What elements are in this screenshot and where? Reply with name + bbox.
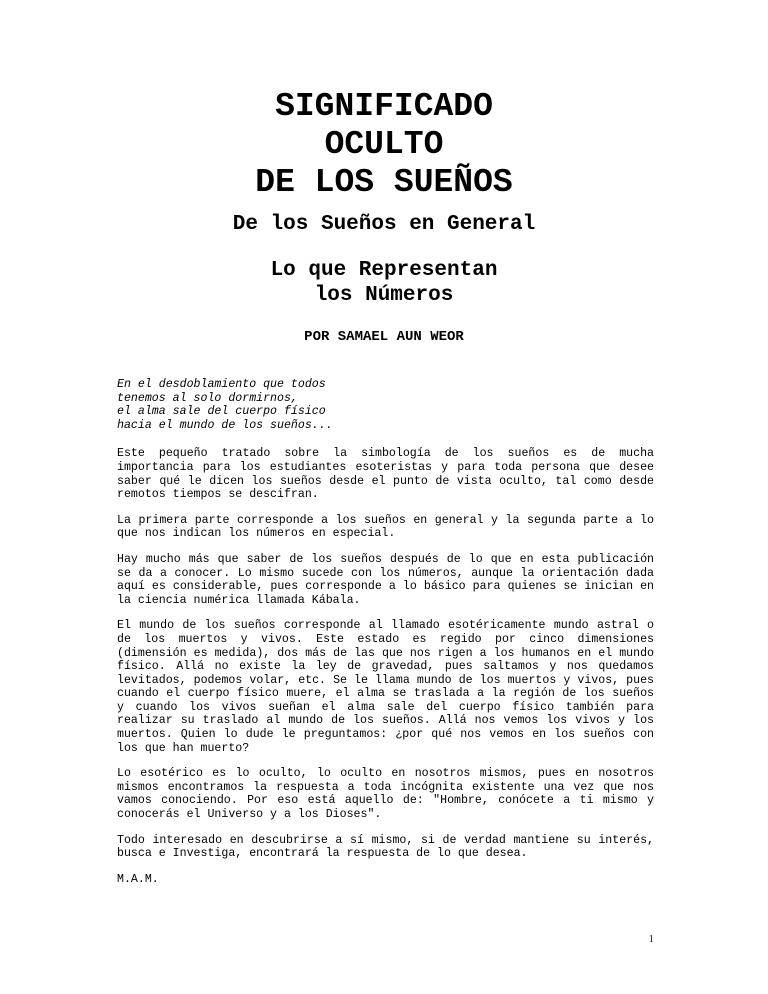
epigraph-line: tenemos al solo dormirnos, bbox=[117, 391, 298, 405]
subtitle: De los Sueños en General bbox=[232, 213, 536, 236]
section-subtitle-line: los Números bbox=[314, 284, 454, 307]
main-title bbox=[0, 88, 768, 202]
paragraph: Hay mucho más que saber de los sueños después de lo que en esta publicación se da a conocer. Lo mismo sucede con los números, aunque la orientación dada aquí es considerable, pues corresponde a lo básico para quienes se inician en la ciencia numérica llamada Kábala. bbox=[117, 552, 654, 607]
body-text bbox=[117, 378, 654, 886]
section-subtitle bbox=[0, 258, 768, 308]
author-line: POR SAMAEL AUN WEOR bbox=[304, 329, 464, 345]
page-number: 1 bbox=[648, 933, 654, 945]
epigraph-line: el alma sale del cuerpo físico bbox=[117, 405, 326, 419]
epigraph-line: En el desdoblamiento que todos bbox=[117, 378, 326, 391]
title-line: SIGNIFICADO bbox=[275, 88, 493, 125]
paragraph: El mundo de los sueños corresponde al llamado esotéricamente mundo astral o de los muertos y vivos. Este estado es regido por cinco dimensiones (dimensión es medida), dos más de las que nos rigen a los humanos en el mundo físico. Allá no existe la ley de gravedad, pues saltamos y nos quedamos levitados, podemos volar, etc. Se le llama mundo de los muertos y vivos, pues cuando el cuerpo físico muere, el alma se traslada a la región de los sueños y cuando los vivos sueñan el alma sale del cuerpo físico también para realizar su traslado al mundo de los sueños. Allá nos vemos los vivos y los muertos. Quien lo dude le preguntamos: ¿por qué nos vemos en los sueños con los que han muerto? bbox=[117, 619, 654, 755]
title-line: DE LOS SUEÑOS bbox=[255, 164, 513, 201]
title-line: OCULTO bbox=[324, 126, 444, 163]
title-block bbox=[0, 88, 768, 346]
section-subtitle-line: Lo que Representan bbox=[270, 259, 498, 282]
epigraph bbox=[117, 378, 417, 432]
epigraph-line: hacia el mundo de los sueños... bbox=[117, 418, 333, 432]
signature: M.A.M. bbox=[117, 872, 159, 886]
paragraph: Todo interesado en descubrirse a sí mismo, si de verdad mantiene su interés, busca e Investiga, encontrará la respuesta de lo que desea. bbox=[117, 833, 654, 861]
paragraph: Lo esotérico es lo oculto, lo oculto en nosotros mismos, pues en nosotros mismos encontramos la respuesta a toda incógnita existente una vez que nos vamos conociendo. Por eso está aquello de: "Hombre, conócete a ti mismo y conocerás el Universo y a los Dioses". bbox=[117, 767, 654, 822]
paragraph: Este pequeño tratado sobre la simbología de los sueños es de mucha importancia para los estudiantes esoteristas y para toda persona que desee saber qué le dicen los sueños desde el punto de vista oculto, tal como desde remotos tiempos se descifran. bbox=[117, 447, 654, 502]
paragraph: La primera parte corresponde a los sueños en general y la segunda parte a lo que nos indican los números en especial. bbox=[117, 513, 654, 541]
